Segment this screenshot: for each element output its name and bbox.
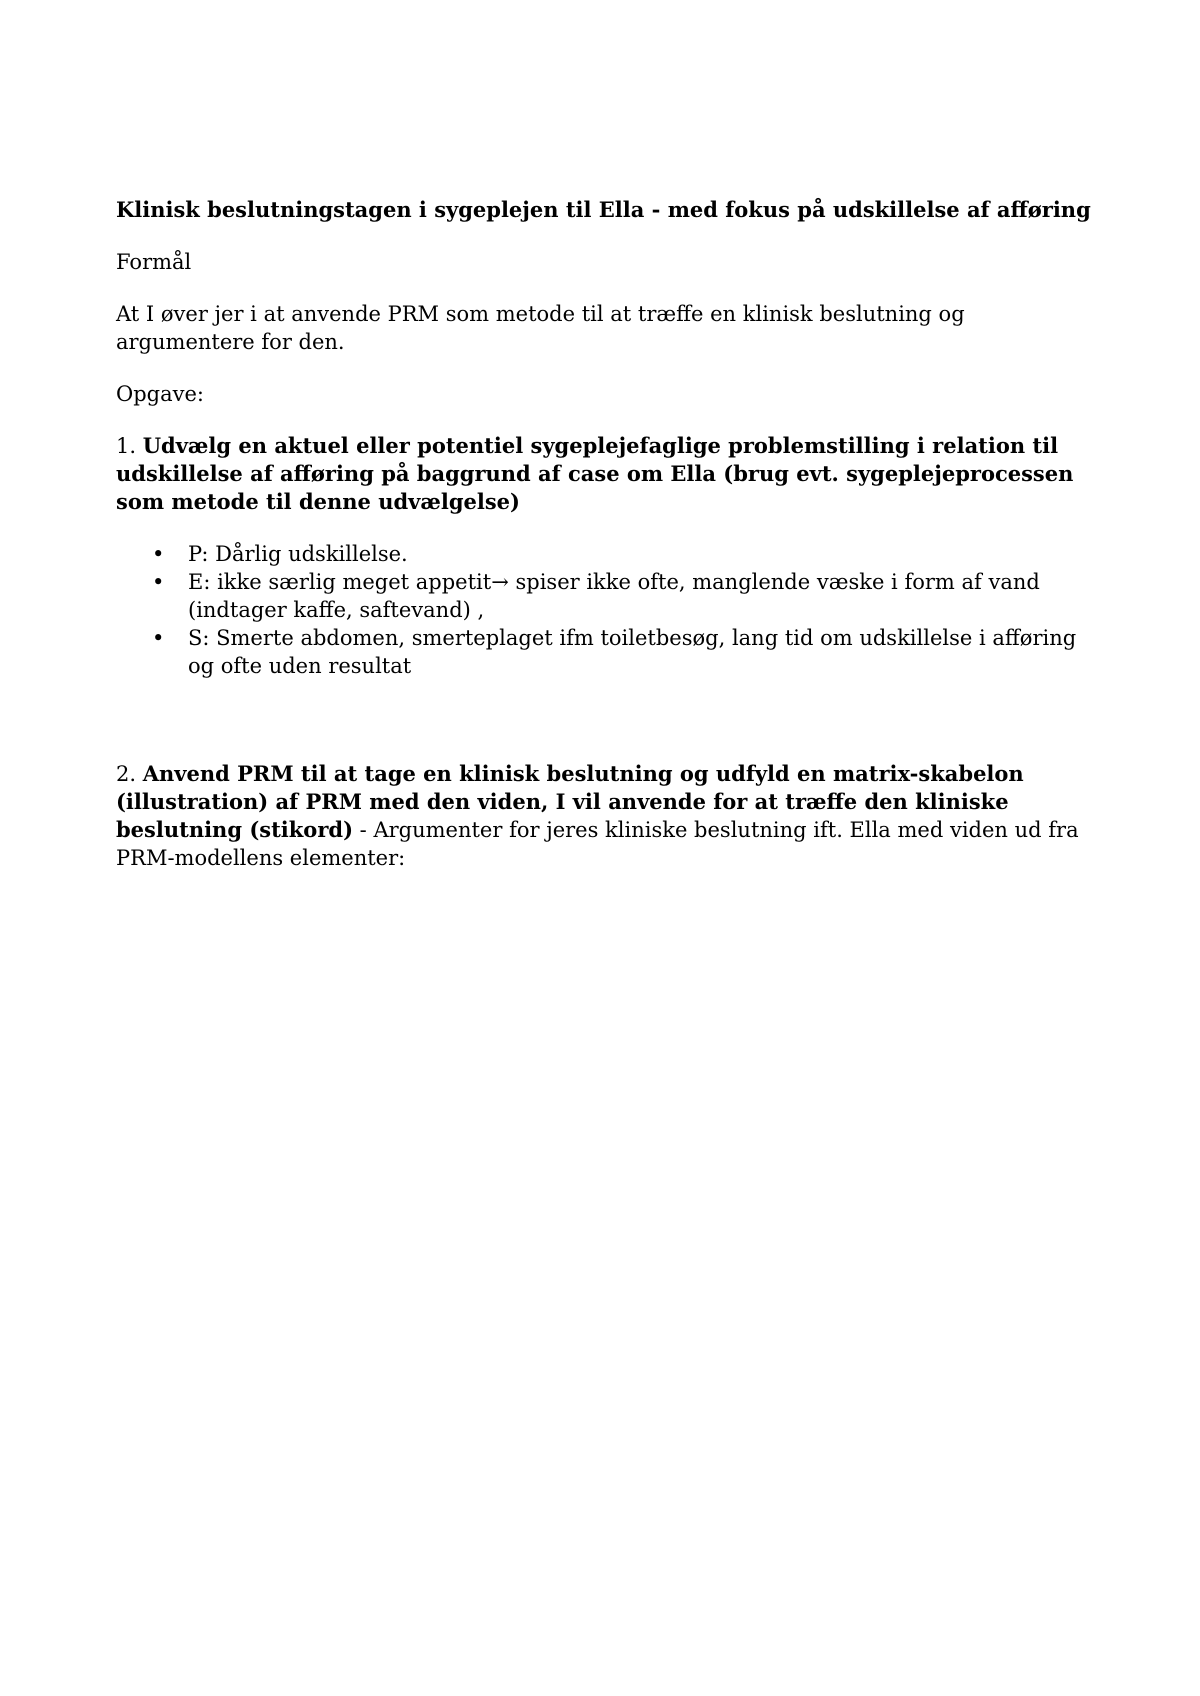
bullet-item-etiology (116, 568, 1096, 624)
purpose-text: At I øver jer i at anvende PRM som metode til at træffe en klinisk beslutning og argumentere for den. (116, 302, 965, 354)
bullet-item-problem (116, 540, 1096, 568)
task-1-text: Udvælg en aktuel eller potentiel sygeplejefaglige problemstilling i relation til udskillelse af afføring på baggrund af case om Ella (brug evt. sygeplejeprocessen som metode til denne udvælgelse) (116, 433, 1074, 514)
task-2-text: Anvend PRM til at tage en klinisk beslutning og udfyld en matrix-skabelon (illustration) af PRM med den viden, I vil anvende for at træffe den kliniske beslutning (stikord) (116, 761, 1024, 842)
task-2-argument-text: - Argumenter for jeres kliniske beslutning ift. Ella med viden ud fra PRM-modellens elementer: (116, 818, 1079, 870)
document-content (116, 196, 1096, 896)
task-1-heading (116, 432, 1096, 516)
bullet-icon: • (152, 570, 165, 594)
bullet-icon: • (152, 626, 165, 650)
bullet-item-symptoms (116, 624, 1096, 680)
bullet-icon: • (152, 542, 165, 566)
task-1-number: 1. (116, 434, 137, 458)
spacer (116, 680, 1096, 760)
task-label: Opgave: (116, 382, 204, 406)
document-title: Klinisk beslutningstagen i sygeplejen til Ella - med fokus på udskillelse af afføring (116, 197, 1091, 222)
purpose-label: Formål (116, 250, 192, 274)
task-2-heading (116, 760, 1096, 872)
bullet-text: S: Smerte abdomen, smerteplaget ifm toiletbesøg, lang tid om udskillelse i afføring og ofte uden resultat (188, 626, 1077, 678)
bullet-text: E: ikke særlig meget appetit→ spiser ikke ofte, manglende væske i form af vand (indtager kaffe, saftevand) , (188, 570, 1040, 622)
bullet-text: P: Dårlig udskillelse. (188, 542, 408, 566)
pes-bullet-list (116, 540, 1096, 680)
task-2-number: 2. (116, 762, 137, 786)
